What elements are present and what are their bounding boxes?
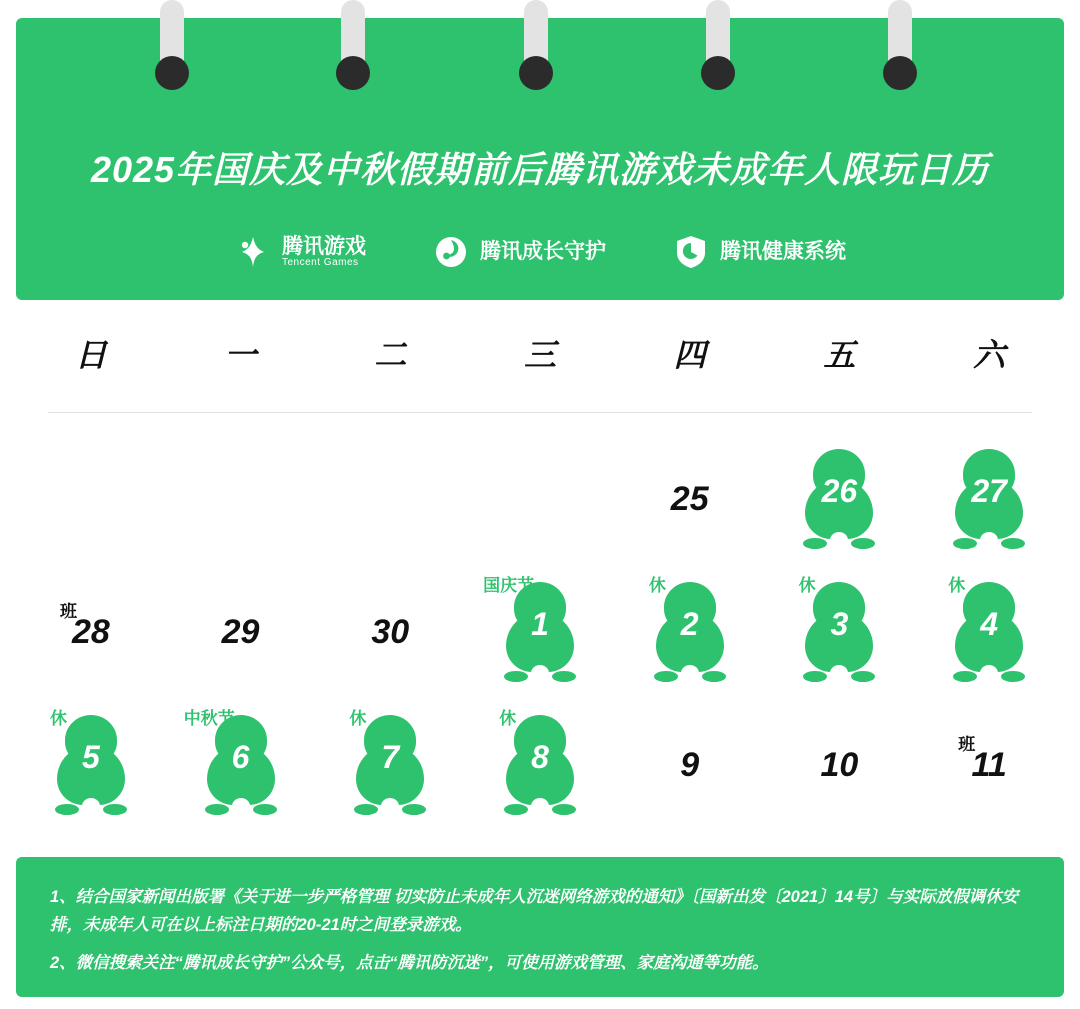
weekday-mon: 一 bbox=[224, 337, 257, 373]
weekday-wed: 三 bbox=[523, 337, 556, 373]
weekday-header-row bbox=[16, 330, 1064, 376]
ring-knob bbox=[883, 56, 917, 90]
day-tag-rest: 休 bbox=[948, 576, 966, 595]
calendar-cell-empty bbox=[315, 432, 465, 565]
penguin-notch bbox=[980, 665, 998, 681]
day-number: 4 bbox=[980, 605, 999, 642]
penguin-notch bbox=[531, 665, 549, 681]
penguin-foot-right bbox=[552, 804, 576, 815]
brand-name: 腾讯健康系统 bbox=[720, 239, 846, 263]
penguin-notch bbox=[830, 532, 848, 548]
header-divider bbox=[48, 412, 1032, 413]
penguin-foot-left bbox=[953, 538, 977, 549]
calendar-day-cell[interactable] bbox=[914, 565, 1064, 698]
day-number: 7 bbox=[381, 738, 400, 775]
day-tag-rest: 休 bbox=[349, 709, 367, 728]
brand-subtitle: Tencent Games bbox=[282, 256, 359, 268]
calendar-day-cell[interactable] bbox=[315, 565, 465, 698]
calendar-day-cell[interactable] bbox=[465, 698, 615, 831]
day-number: 5 bbox=[81, 738, 100, 775]
weekday-sat: 六 bbox=[973, 337, 1006, 373]
calendar-day-cell[interactable] bbox=[465, 565, 615, 698]
calendar-day-cell[interactable] bbox=[765, 698, 915, 831]
calendar-day-cell[interactable] bbox=[615, 565, 765, 698]
binder-rings bbox=[0, 0, 1080, 110]
calendar-day-cell[interactable] bbox=[16, 565, 166, 698]
calendar-day-cell[interactable] bbox=[914, 432, 1064, 565]
day-tag-rest: 休 bbox=[499, 709, 517, 728]
penguin-day-marker bbox=[501, 582, 579, 682]
day-number: 9 bbox=[680, 745, 700, 784]
penguin-foot-right bbox=[103, 804, 127, 815]
ring-knob bbox=[336, 56, 370, 90]
brand-label bbox=[282, 236, 366, 269]
penguin-day-marker bbox=[202, 715, 280, 815]
penguin-notch bbox=[681, 665, 699, 681]
binder-ring bbox=[883, 0, 917, 90]
calendar-day-cell[interactable] bbox=[765, 565, 915, 698]
penguin-foot-left bbox=[205, 804, 229, 815]
penguin-day-marker bbox=[950, 449, 1028, 549]
calendar-grid bbox=[16, 432, 1064, 831]
poster-footer-notes bbox=[16, 857, 1064, 997]
day-tag-fest: 中秋节 bbox=[183, 709, 235, 728]
brand-health-system bbox=[672, 233, 846, 271]
weekday-sun: 日 bbox=[74, 337, 107, 373]
day-number: 2 bbox=[680, 605, 699, 642]
penguin-foot-left bbox=[55, 804, 79, 815]
tencent-growth-guard-logo-icon bbox=[432, 233, 470, 271]
calendar-day-cell[interactable] bbox=[315, 698, 465, 831]
penguin-foot-left bbox=[654, 671, 678, 682]
penguin-day-marker bbox=[501, 715, 579, 815]
day-number: 11 bbox=[971, 745, 1007, 784]
day-number: 6 bbox=[231, 738, 250, 775]
footer-note-1: 1、结合国家新闻出版署《关于进一步严格管理 切实防止未成年人沉迷网络游戏的通知》〔国新出发〔2021〕14号〕与实际放假调休安排，未成年人可在以上标注日期的20-21时之间登录游戏。 bbox=[50, 888, 1019, 935]
penguin-foot-left bbox=[354, 804, 378, 815]
binder-ring bbox=[336, 0, 370, 90]
penguin-foot-left bbox=[803, 538, 827, 549]
penguin-foot-right bbox=[1001, 671, 1025, 682]
brand-growth-guard bbox=[432, 233, 606, 271]
day-number: 28 bbox=[71, 612, 110, 651]
penguin-notch bbox=[381, 798, 399, 814]
penguin-notch bbox=[82, 798, 100, 814]
penguin-foot-right bbox=[552, 671, 576, 682]
day-number: 1 bbox=[531, 605, 549, 642]
penguin-day-marker bbox=[950, 582, 1028, 682]
penguin-notch bbox=[232, 798, 250, 814]
tencent-games-logo-icon bbox=[234, 233, 272, 271]
brand-name: 腾讯游戏 bbox=[282, 234, 366, 258]
penguin-foot-left bbox=[953, 671, 977, 682]
day-number: 29 bbox=[221, 612, 260, 651]
penguin-notch bbox=[531, 798, 549, 814]
day-tag-work: 班 bbox=[60, 602, 77, 621]
penguin-day-marker bbox=[52, 715, 130, 815]
penguin-foot-right bbox=[402, 804, 426, 815]
brand-label bbox=[480, 241, 606, 263]
day-number: 27 bbox=[971, 472, 1007, 509]
calendar-day-cell[interactable] bbox=[615, 698, 765, 831]
calendar-day-cell[interactable] bbox=[765, 432, 915, 565]
day-tag-rest: 休 bbox=[648, 576, 666, 595]
penguin-foot-right bbox=[851, 671, 875, 682]
penguin-foot-left bbox=[504, 804, 528, 815]
weekday-fri: 五 bbox=[823, 337, 856, 373]
binder-ring bbox=[155, 0, 189, 90]
penguin-notch bbox=[980, 532, 998, 548]
day-tag-rest: 休 bbox=[798, 576, 816, 595]
penguin-day-marker bbox=[800, 449, 878, 549]
day-number: 30 bbox=[371, 612, 410, 651]
calendar-cell-empty bbox=[465, 432, 615, 565]
penguin-foot-left bbox=[803, 671, 827, 682]
brand-tencent-games bbox=[234, 233, 366, 271]
penguin-notch bbox=[830, 665, 848, 681]
binder-ring bbox=[519, 0, 553, 90]
penguin-foot-right bbox=[1001, 538, 1025, 549]
tencent-health-system-logo-icon bbox=[672, 233, 710, 271]
penguin-foot-left bbox=[504, 671, 528, 682]
penguin-foot-right bbox=[253, 804, 277, 815]
day-tag-work: 班 bbox=[958, 735, 976, 754]
penguin-day-marker bbox=[800, 582, 878, 682]
calendar-day-cell[interactable] bbox=[615, 432, 765, 565]
day-number: 3 bbox=[830, 605, 849, 642]
page-title: 2025年国庆及中秋假期前后腾讯游戏未成年人限玩日历 bbox=[90, 149, 990, 190]
binder-ring bbox=[701, 0, 735, 90]
weekday-thu: 四 bbox=[673, 337, 706, 373]
calendar-cell-empty bbox=[16, 432, 166, 565]
calendar-day-cell[interactable] bbox=[16, 698, 166, 831]
ring-knob bbox=[155, 56, 189, 90]
calendar-day-cell[interactable] bbox=[166, 565, 316, 698]
day-number: 25 bbox=[670, 479, 709, 518]
weekday-tue: 二 bbox=[374, 337, 407, 373]
day-number: 10 bbox=[820, 745, 859, 784]
brand-label bbox=[720, 241, 846, 263]
brand-name: 腾讯成长守护 bbox=[480, 239, 606, 263]
day-tag-fest: 国庆节 bbox=[483, 576, 535, 595]
day-tag-rest: 休 bbox=[50, 709, 67, 728]
calendar-day-cell[interactable] bbox=[166, 698, 316, 831]
penguin-foot-right bbox=[702, 671, 726, 682]
ring-knob bbox=[701, 56, 735, 90]
penguin-day-marker bbox=[351, 715, 429, 815]
footer-note-2: 2、微信搜索关注“腾讯成长守护”公众号，点击“腾讯防沉迷”，可使用游戏管理、家庭沟通等功能。 bbox=[50, 954, 769, 973]
penguin-day-marker bbox=[651, 582, 729, 682]
ring-knob bbox=[519, 56, 553, 90]
day-number: 8 bbox=[531, 738, 549, 775]
day-number: 26 bbox=[821, 472, 858, 509]
calendar-day-cell[interactable] bbox=[914, 698, 1064, 831]
calendar-cell-empty bbox=[166, 432, 316, 565]
penguin-foot-right bbox=[851, 538, 875, 549]
brand-logo-row bbox=[16, 233, 1064, 271]
